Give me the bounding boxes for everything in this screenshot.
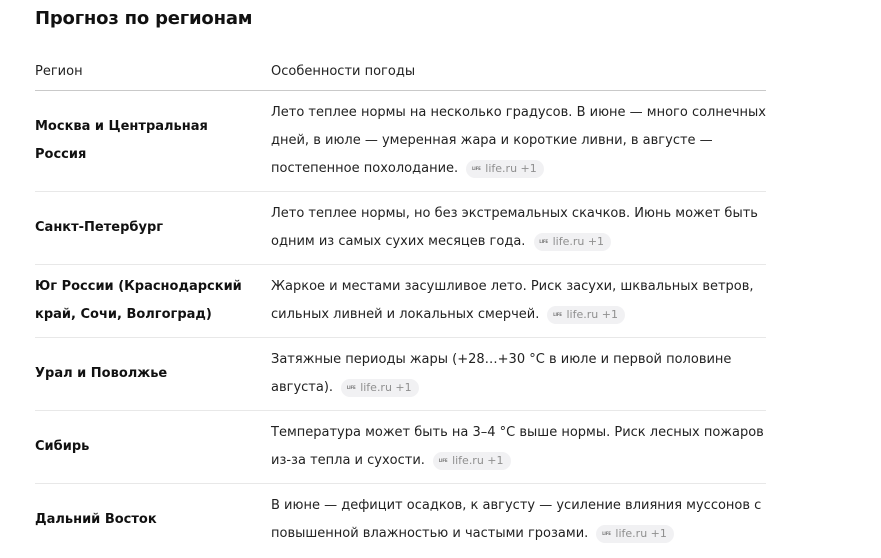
source-label: life.ru +1 xyxy=(485,161,537,175)
source-chip[interactable] xyxy=(534,233,611,251)
region-name: Дальний Восток xyxy=(35,512,157,527)
region-name: Москва и Центральная Россия xyxy=(35,91,271,192)
source-label: life.ru +1 xyxy=(452,453,504,467)
weather-cell xyxy=(271,484,766,557)
life-logo-icon: LIFE xyxy=(471,165,481,171)
weather-text: Лето теплее нормы, но без экстремальных скачков. Июнь может быть одним из самых сухих месяцев года. xyxy=(271,206,758,249)
life-logo-icon: LIFE xyxy=(553,311,562,317)
table-row xyxy=(35,91,766,192)
source-label: life.ru +1 xyxy=(566,307,618,321)
table-header-row xyxy=(35,52,766,91)
region-name: Юг России (Краснодарский край, Сочи, Волгоград) xyxy=(35,265,271,338)
source-chip[interactable] xyxy=(596,525,673,543)
source-label: life.ru +1 xyxy=(615,526,667,540)
table-row xyxy=(35,484,766,557)
weather-text: Температура может быть на 3–4 °C выше нормы. Риск лесных пожаров из-за тепла и сухости. xyxy=(271,425,764,468)
table-row xyxy=(35,192,766,265)
source-label: life.ru +1 xyxy=(360,380,412,394)
table-row xyxy=(35,265,766,338)
weather-text: В июне — дефицит осадков, к августу — усиление влияния муссонов с повышенной влажностью и частыми грозами. xyxy=(271,498,762,541)
region-name: Санкт-Петербург xyxy=(35,192,271,265)
region-name: Сибирь xyxy=(35,411,271,484)
weather-cell xyxy=(271,265,766,338)
source-chip[interactable] xyxy=(433,452,510,470)
source-chip[interactable] xyxy=(547,306,624,324)
source-label: life.ru +1 xyxy=(552,234,605,248)
weather-cell xyxy=(271,91,766,192)
weather-text: Затяжные периоды жары (+28…+30 °C в июле и первой половине августа). xyxy=(271,352,732,395)
source-chip[interactable] xyxy=(466,160,543,178)
regions-table xyxy=(35,52,766,556)
life-logo-icon: LIFE xyxy=(539,238,548,244)
source-chip[interactable] xyxy=(341,379,418,397)
life-logo-icon: LIFE xyxy=(438,457,448,463)
table-row xyxy=(35,338,766,411)
weather-cell xyxy=(271,338,766,411)
weather-text: Жаркое и местами засушливое лето. Риск засухи, шквальных ветров, сильных ливней и локальных смерчей. xyxy=(271,279,754,322)
region-name: Урал и Поволжье xyxy=(35,338,271,411)
header-weather: Особенности погоды xyxy=(271,52,766,91)
life-logo-icon: LIFE xyxy=(346,384,356,390)
header-region: Регион xyxy=(35,52,271,91)
weather-text: Лето теплее нормы на несколько градусов. В июне — много солнечных дней, в июле — умеренная жара и короткие ливни, в августе — постепенное похолодание. xyxy=(271,105,766,176)
table-row xyxy=(35,411,766,484)
section-title: Прогноз по регионам xyxy=(35,8,253,29)
weather-cell xyxy=(271,411,766,484)
life-logo-icon: LIFE xyxy=(602,530,611,536)
weather-cell xyxy=(271,192,766,265)
